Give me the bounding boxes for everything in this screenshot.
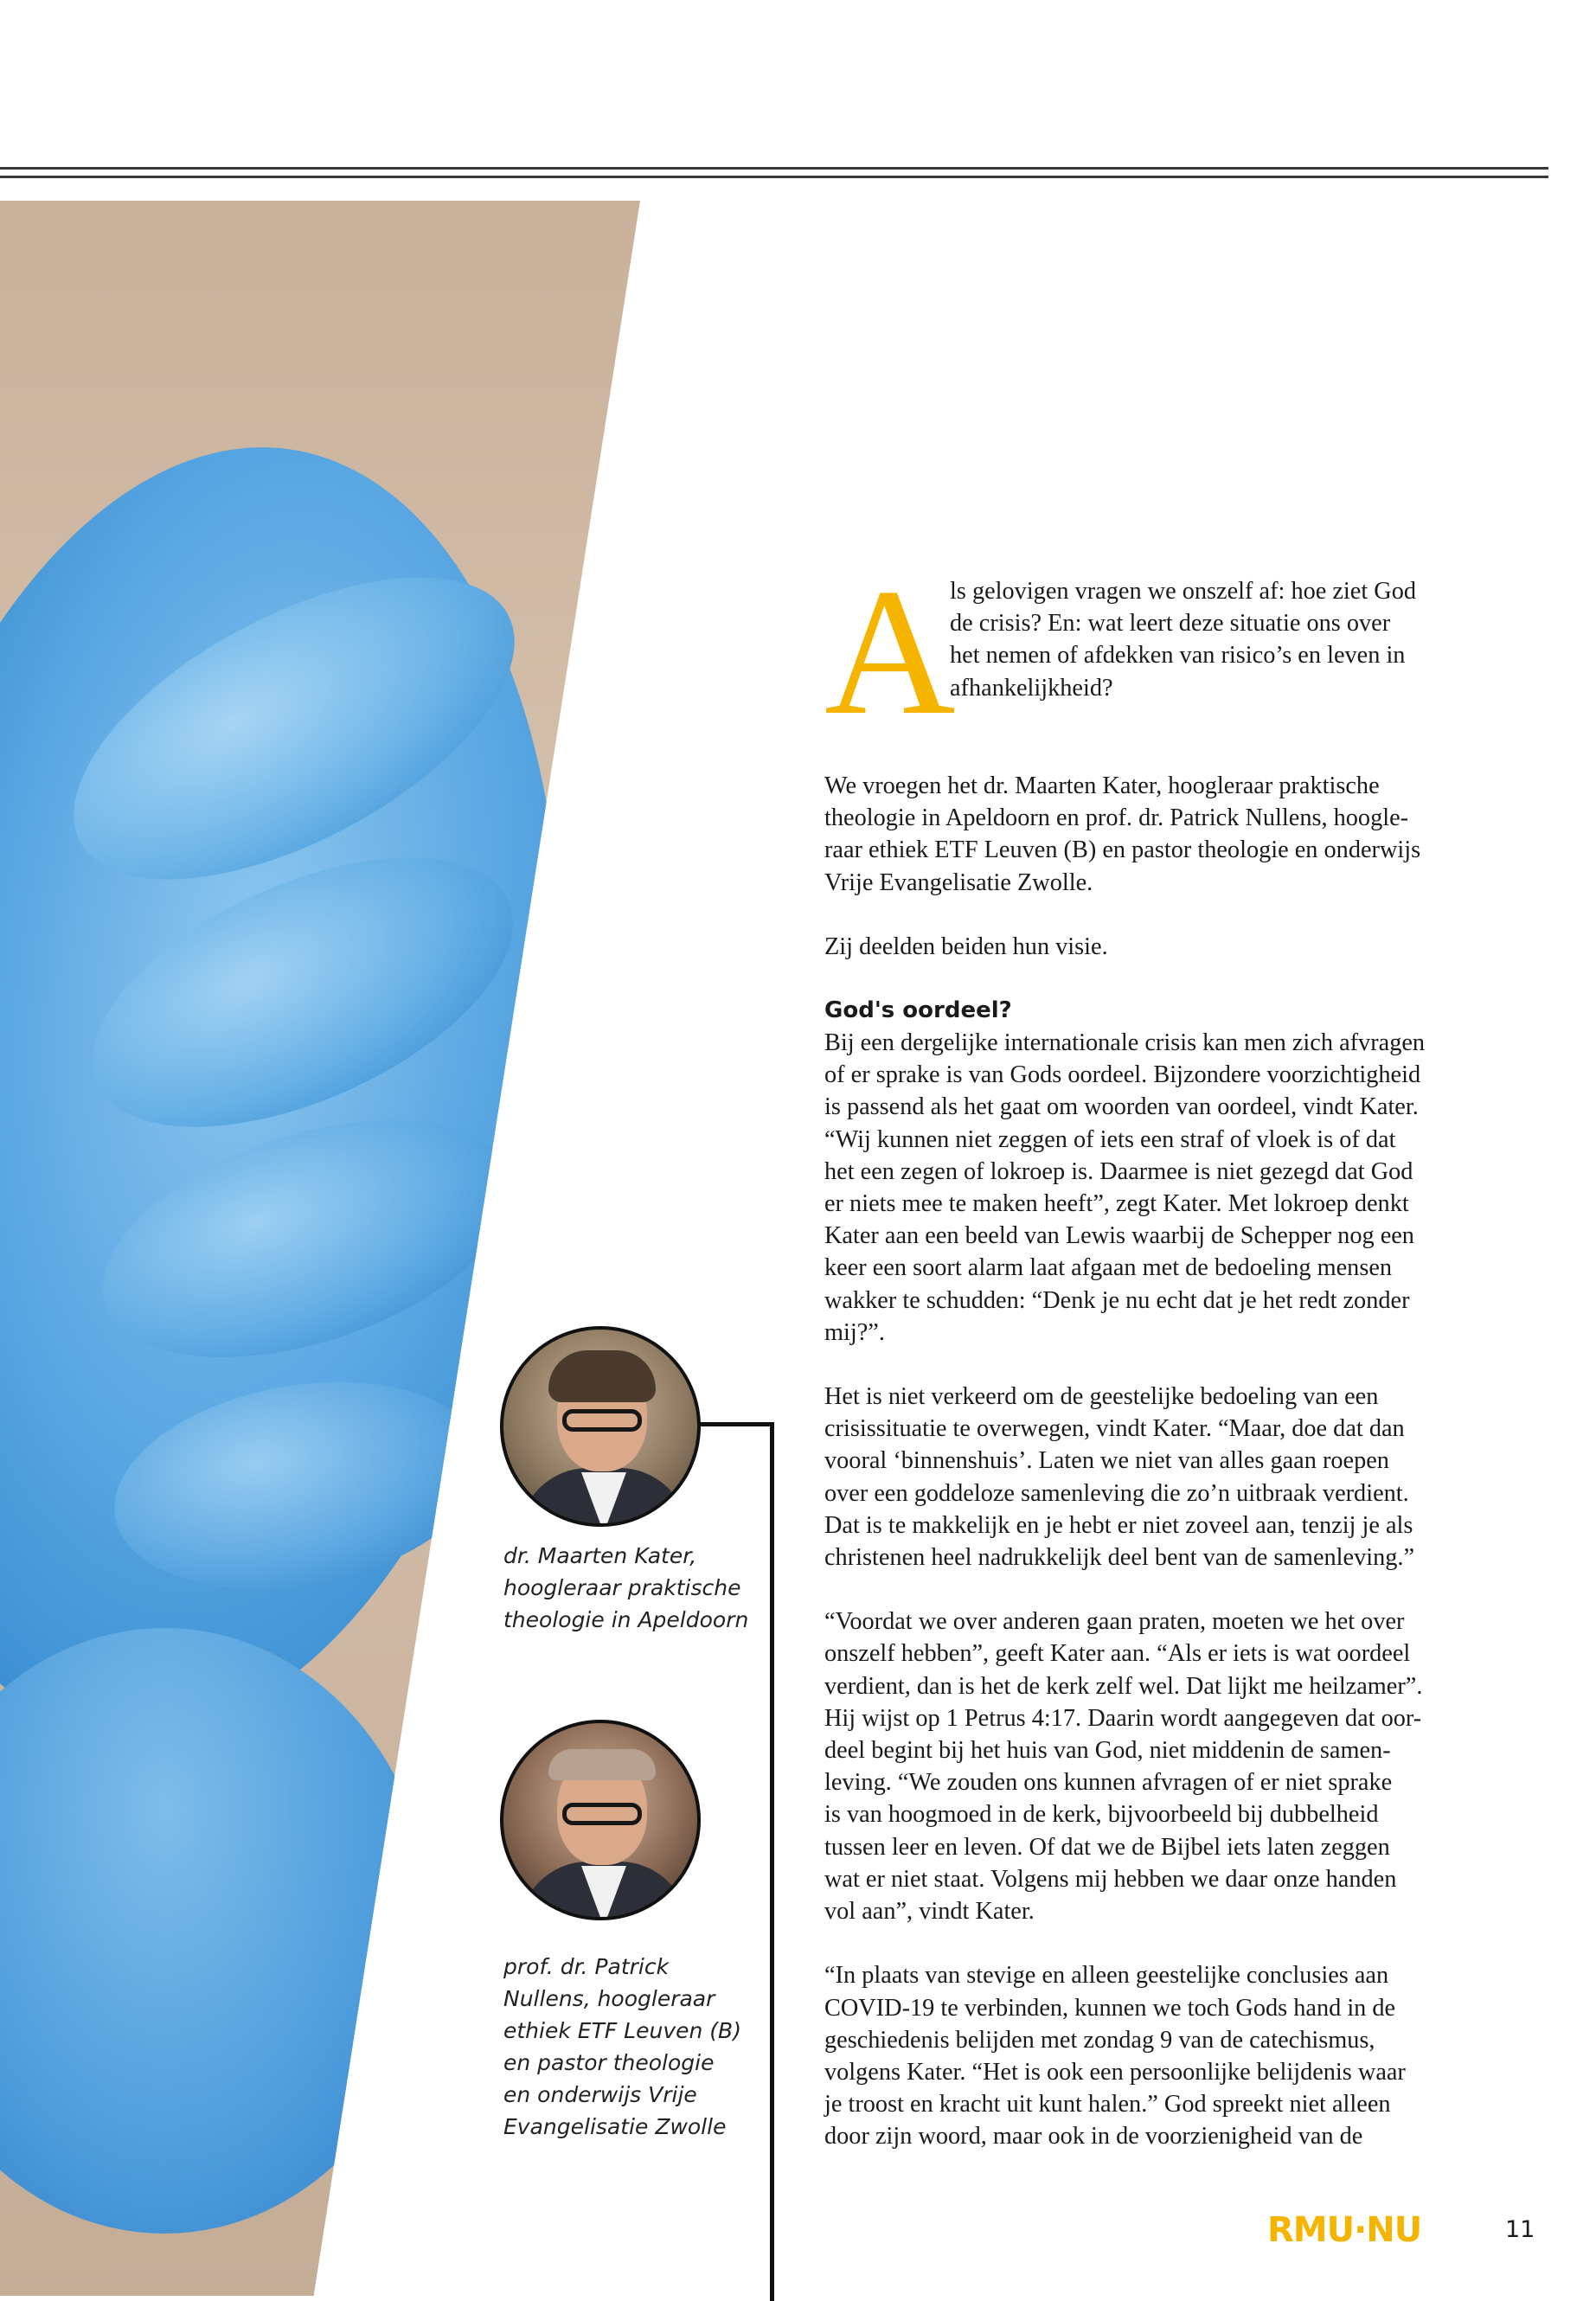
text-line: is passend als het gaat om woorden van oordeel, vindt Kater. <box>824 1093 1419 1121</box>
paragraph-visie <box>824 931 1465 963</box>
subheading-gods-oordeel: God's oordeel? <box>824 997 1012 1024</box>
paragraph-intro <box>824 770 1465 899</box>
text-line: is van hoogmoed in de kerk, bijvoorbeeld bij dubbelheid <box>824 1801 1379 1829</box>
text-line: Zij deelden beiden hun visie. <box>824 933 1108 960</box>
caption-line: en pastor theologie <box>503 2050 715 2075</box>
text-line: “Voordat we over anderen gaan praten, moeten we het over <box>824 1608 1405 1636</box>
text-line: je troost en kracht uit kunt halen.” God spreekt niet alleen <box>824 2091 1391 2118</box>
text-line: vooral ‘binnenshuis’. Laten we niet van alles gaan roepen <box>824 1447 1389 1475</box>
portrait-hair <box>548 1350 656 1402</box>
text-line: theologie in Apeldoorn en prof. dr. Patrick Nullens, hoogle- <box>824 804 1409 832</box>
text-line: tussen leer en leven. Of dat we de Bijbel iets laten zeggen <box>824 1833 1390 1861</box>
text-line: wakker te schudden: “Denk je nu echt dat je het redt zonder <box>824 1286 1410 1314</box>
header-rule-top <box>0 167 1548 170</box>
caption-line: ethiek ETF Leuven (B) <box>503 2018 741 2043</box>
portrait-hair <box>548 1749 656 1780</box>
drop-cap: A <box>824 552 956 753</box>
text-line: deel begint bij het huis van God, niet middenin de samen- <box>824 1737 1391 1765</box>
text-line: het nemen of afdekken van risico’s en leven in <box>950 642 1406 670</box>
text-line: volgens Kater. “Het is ook een persoonlijke belijdenis waar <box>824 2058 1406 2086</box>
text-line: afhankelijkheid? <box>950 674 1113 702</box>
caption-line: dr. Maarten Kater, <box>503 1543 697 1568</box>
text-line: het een zegen of lokroep is. Daarmee is niet gezegd dat God <box>824 1157 1413 1185</box>
caption-line: Evangelisatie Zwolle <box>503 2114 727 2139</box>
portrait-patrick-nullens <box>500 1720 701 1920</box>
text-line: keer een soort alarm laat afgaan met de bedoeling mensen <box>824 1254 1393 1282</box>
text-line: “In plaats van stevige en alleen geestelijke conclusies aan <box>824 1962 1389 1990</box>
paragraph-oordeel <box>824 1027 1465 1349</box>
text-line: christenen heel nadrukkelijk deel bent van de samenleving.” <box>824 1544 1415 1572</box>
connector-line-vertical <box>770 1422 774 2301</box>
glasses-icon <box>562 1803 642 1825</box>
text-line: wat er niet staat. Volgens mij hebben we daar onze handen <box>824 1865 1397 1893</box>
page-number: 11 <box>1505 2216 1535 2243</box>
text-line: COVID-19 te verbinden, kunnen we toch Gods hand in de <box>824 1994 1396 2022</box>
text-line: ls gelovigen vragen we onszelf af: hoe ziet God <box>950 578 1417 605</box>
text-line: “Wij kunnen niet zeggen of iets een straf of vloek is of dat <box>824 1125 1396 1153</box>
rmu-nu-logo: RMU·NU <box>1267 2210 1422 2250</box>
text-line: Het is niet verkeerd om de geestelijke bedoeling van een <box>824 1383 1379 1411</box>
caption-line: theologie in Apeldoorn <box>503 1607 749 1632</box>
text-line: crisissituatie te overwegen, vindt Kater. “Maar, doe dat dan <box>824 1415 1405 1443</box>
paragraph-kerk <box>824 1606 1465 1927</box>
text-line: er niets mee te maken heeft”, zegt Kater. Met lokroep denkt <box>824 1190 1409 1218</box>
text-line: Dat is te makkelijk en je hebt er niet zoveel aan, tenzij je als <box>824 1511 1413 1539</box>
text-line: of er sprake is van Gods oordeel. Bijzondere voorzichtigheid <box>824 1061 1421 1089</box>
text-line: geschiedenis belijden met zondag 9 van de catechismus, <box>824 2026 1375 2054</box>
glasses-icon <box>562 1409 642 1432</box>
text-line: verdient, dan is het de kerk zelf wel. Dat lijkt me heilzamer”. <box>824 1672 1423 1700</box>
caption-maarten-kater <box>503 1540 763 1636</box>
text-line: mij?”. <box>824 1318 885 1346</box>
text-line: Kater aan een beeld van Lewis waarbij de Schepper nog een <box>824 1222 1414 1250</box>
text-line: de crisis? En: wat leert deze situatie ons over <box>950 610 1391 638</box>
caption-patrick-nullens <box>503 1951 763 2143</box>
text-line: onszelf hebben”, geeft Kater aan. “Als er iets is wat oordeel <box>824 1640 1411 1668</box>
article-body <box>824 552 1465 2185</box>
paragraph-binnenshuis <box>824 1381 1465 1574</box>
caption-line: hoogleraar praktische <box>503 1575 741 1600</box>
text-line: door zijn woord, maar ook in de voorzienigheid van de <box>824 2123 1363 2150</box>
text-line: We vroegen het dr. Maarten Kater, hoogleraar praktische <box>824 772 1380 799</box>
text-line: leving. “We zouden ons kunnen afvragen of er niet sprake <box>824 1769 1393 1797</box>
text-line: raar ethiek ETF Leuven (B) en pastor theologie en onderwijs <box>824 836 1421 864</box>
text-line: over een goddeloze samenleving die zo’n uitbraak verdient. <box>824 1479 1409 1507</box>
text-line: Vrije Evangelisatie Zwolle. <box>824 868 1093 896</box>
glove-wrist-shape <box>0 1628 433 2234</box>
caption-line: Nullens, hoogleraar <box>503 1986 715 2011</box>
lead-paragraph <box>824 552 1465 753</box>
header-rule-bottom <box>0 176 1548 178</box>
caption-line: prof. dr. Patrick <box>503 1954 670 1979</box>
text-line: vol aan”, vindt Kater. <box>824 1898 1035 1926</box>
caption-line: en onderwijs Vrije <box>503 2082 697 2107</box>
text-line: Bij een dergelijke internationale crisis kan men zich afvragen <box>824 1029 1426 1057</box>
portrait-maarten-kater <box>500 1326 701 1527</box>
text-line: Hij wijst op 1 Petrus 4:17. Daarin wordt aangegeven dat oor- <box>824 1704 1422 1732</box>
paragraph-catechismus <box>824 1959 1465 2152</box>
